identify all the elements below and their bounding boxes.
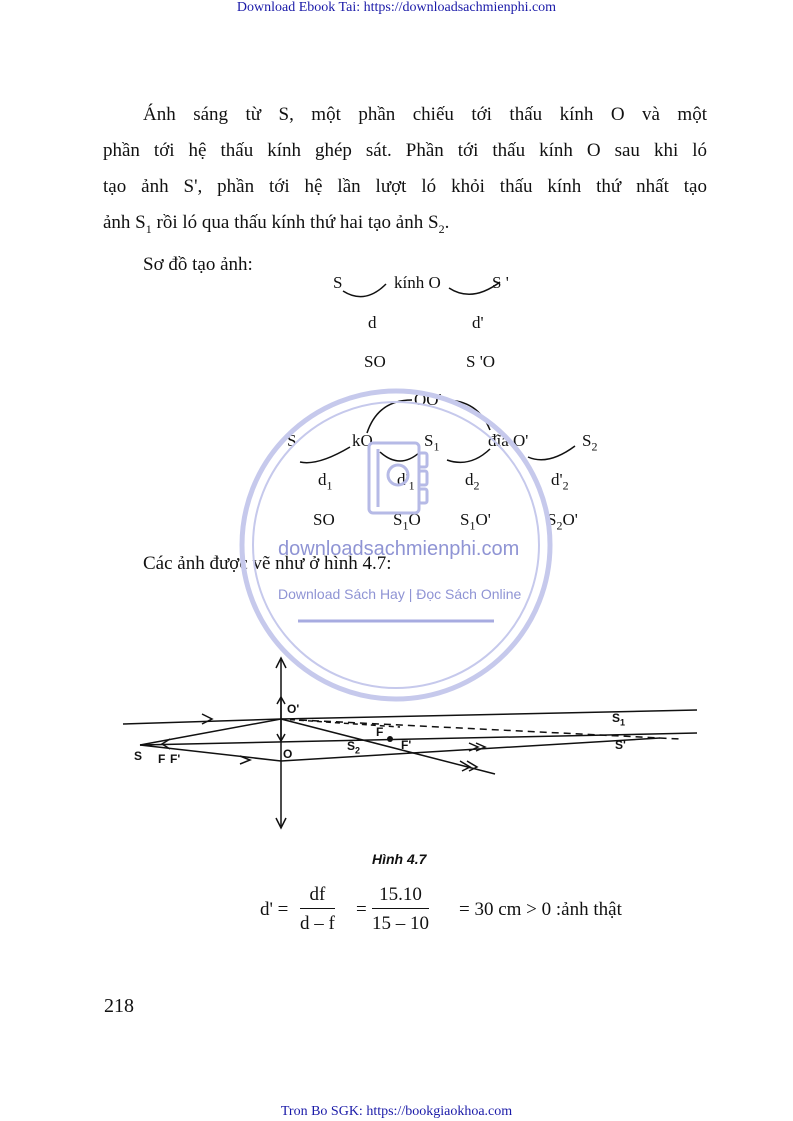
footer-sgk-link[interactable]: Tron Bo SGK: https://bookgiaokhoa.com (280, 1104, 513, 1119)
scheme2-s2: $S_2$ (582, 431, 598, 454)
scheme1-d: d (368, 313, 377, 332)
page-number: 218 (104, 995, 134, 1017)
scheme1-dprime: d' (472, 313, 484, 332)
fig-label-fp: F' (170, 752, 181, 766)
scheme2-s1op: $S_1O'$ (460, 510, 491, 533)
scheme-title: Sơ đồ tạo ảnh: (143, 253, 253, 275)
scheme2-d2: $d_2$ (465, 470, 480, 493)
fraction-2-num: 15.10 (372, 884, 429, 909)
para-line-3: tạo ảnh S', phần tới hệ lần lượt ló khỏi thấu kính thứ nhất tạo (103, 176, 707, 197)
scheme2-s: S (287, 431, 297, 450)
scheme2-s1: $S_1$ (424, 431, 440, 454)
scheme2-d1p: $d'_1$ (397, 470, 415, 493)
scheme2-lens1: kO (352, 431, 373, 450)
fraction-1-num: df (300, 884, 335, 909)
scheme1-s-o: S 'O (466, 352, 496, 371)
formula-fraction-1 (300, 884, 335, 935)
header-download-link[interactable]: Download Ebook Tai: https://downloadsachmienphi.com (236, 0, 557, 15)
fig-label-s2: $S_2$ (347, 739, 361, 756)
scheme2-so: SO (313, 510, 335, 529)
watermark-tagline: Download Sách Hay | Đọc Sách Online (278, 586, 522, 602)
scheme2-s2op: $S_2O'$ (547, 510, 578, 533)
fig-label-op: O' (287, 702, 300, 716)
fraction-2-den: 15 – 10 (372, 913, 429, 934)
scheme2-s1o: $S_1O$ (393, 510, 421, 533)
scheme1-lens: kính O (394, 273, 441, 292)
figure-caption: Hình 4.7 (372, 851, 427, 867)
watermark-url: downloadsachmienphi.com (278, 538, 520, 560)
scheme1-image: S ' (492, 273, 509, 292)
para-line-1: Ánh sáng từ S, một phần chiếu tới thấu kính O và một (143, 104, 707, 125)
fig-label-s1: $S_1$ (612, 711, 626, 728)
scheme2-lens2: đĩa O' (488, 431, 529, 450)
formula-eq: = (356, 899, 367, 920)
fig-label-o: O (283, 747, 293, 761)
scheme2-d1: $d_1$ (318, 470, 333, 493)
scheme1-so: SO (364, 352, 386, 371)
fig-label-f: F (158, 752, 166, 766)
formula-lhs: d' = (260, 899, 289, 920)
formula-fraction-2 (372, 884, 429, 935)
fig-label-f-right: F (376, 725, 384, 739)
para-line-4: ảnh $S_1$ rồi ló qua thấu kính thứ hai tạo ảnh $S_2$. (103, 212, 450, 236)
fig-label-fp-right: F' (401, 738, 412, 752)
fraction-1-den: d – f (300, 913, 335, 934)
formula-rhs: = 30 cm > 0 :ảnh thật (459, 899, 622, 920)
scheme2-top: OO' (414, 390, 442, 409)
fig-label-sp: S' (615, 738, 626, 752)
scheme2-d2p: $d'_2$ (551, 470, 569, 493)
scheme1-s: S (333, 273, 343, 292)
para-line-2: phần tới hệ thấu kính ghép sát. Phần tới thấu kính O sau khi ló (103, 140, 707, 161)
images-text: Các ảnh được vẽ như ở hình 4.7: (143, 553, 392, 574)
fig-label-s: S (134, 749, 143, 763)
